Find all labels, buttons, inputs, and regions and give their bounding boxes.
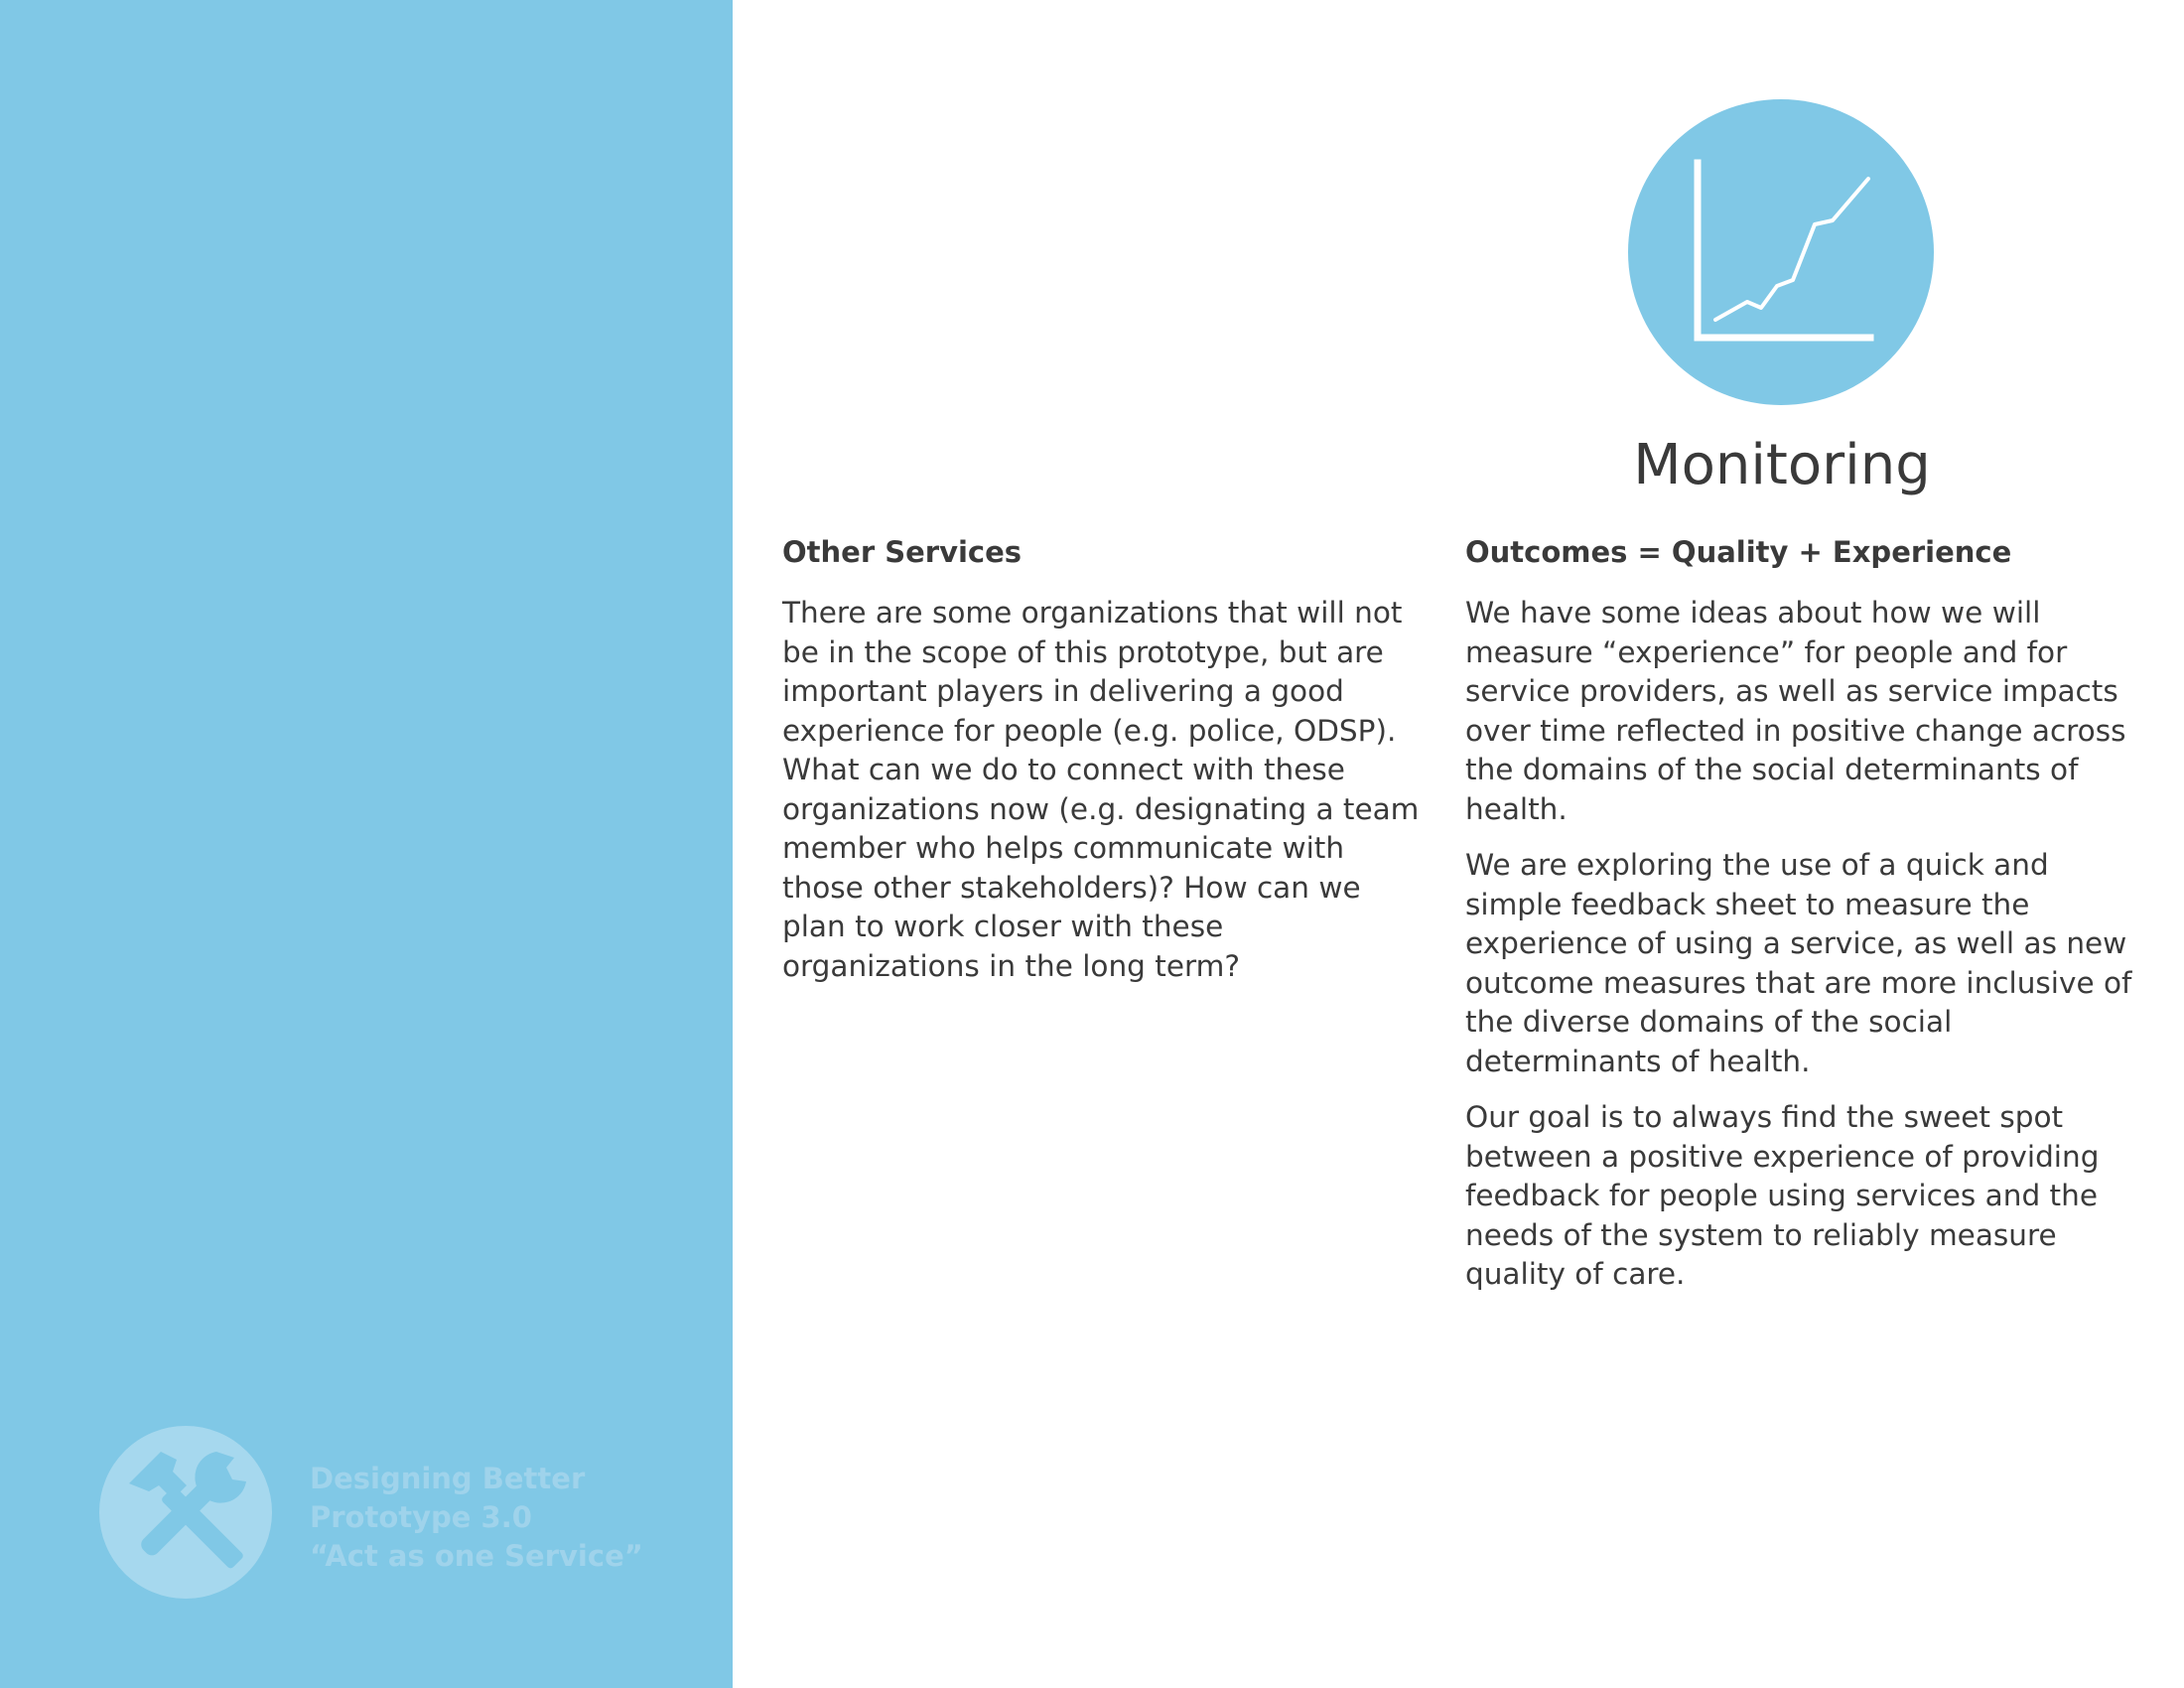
badge-circle	[99, 1426, 272, 1599]
line-chart-icon	[1628, 99, 1934, 405]
monitoring-icon-circle	[1628, 99, 1934, 405]
other-services-paragraph: There are some organizations that will not be in the scope of this prototype, but are important players in delivering a good experience for people (e.g. police, ODSP). What can we do to connect with these organizations now (e.g. designating a team member who helps communicate with those other stakeholders)? How can we plan to work closer with these organizations in the long term?	[782, 596, 1420, 983]
sidebar-panel	[0, 0, 733, 1688]
outcomes-paragraph-3: Our goal is to always find the sweet spot between a positive experience of providing feedback for people using services and the needs of the system to reliably measure quality of care.	[1465, 1100, 2100, 1291]
badge-line-1: Designing Better	[310, 1462, 586, 1495]
other-services-heading: Other Services	[782, 535, 1023, 569]
hammer-wrench-icon	[99, 1426, 272, 1599]
outcomes-column	[1465, 532, 2140, 1312]
other-services-column	[782, 532, 1428, 1003]
outcomes-paragraph-1: We have some ideas about how we will measure “experience” for people and for service providers, as well as service impacts over time reflected in positive change across the domains of the social determinants of health.	[1465, 596, 2126, 826]
outcomes-paragraph-2: We are exploring the use of a quick and simple feedback sheet to measure the experience of using a service, as well as new outcome measures that are more inclusive of the diverse domains of the social determinants of health.	[1465, 848, 2132, 1078]
outcomes-heading: Outcomes = Quality + Experience	[1465, 535, 2012, 569]
badge-caption	[310, 1460, 643, 1576]
badge-line-3: “Act as one Service”	[310, 1539, 643, 1573]
badge-line-2: Prototype 3.0	[310, 1500, 532, 1534]
page-title: Monitoring	[1633, 433, 1931, 497]
